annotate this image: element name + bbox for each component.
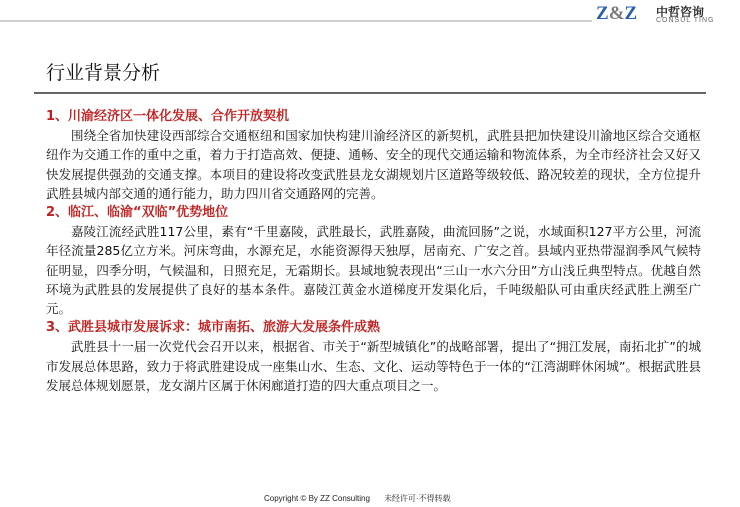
- logo-mark-right: Z: [624, 3, 638, 24]
- content-body: [46, 107, 701, 395]
- footer: [264, 493, 451, 504]
- section-2-heading: 2、临江、临渝“双临”优势地位: [46, 205, 229, 221]
- title-divider: [34, 92, 706, 94]
- header-bar: [0, 0, 740, 26]
- logo-mark-amp: &: [608, 3, 625, 24]
- footer-notice: 未经许可·不得转载: [383, 494, 451, 503]
- logo-chinese-name: 中哲咨询: [656, 5, 705, 19]
- company-logo: [596, 3, 736, 25]
- section-2-paragraph: 嘉陵江流经武胜117公里，素有“千里嘉陵，武胜最长，武胜嘉陵，曲流回肠”之说，水域面积127平方公里，河流年径流量285亿立方米。河床弯曲，水源充足，水能资源得天独厚，居南充、广安之首。县域内亚热带湿润季风气候特征明显，四季分明，气候温和，日照充足，无霜期长。县域地貌表现出“三山一水六分田”方山浅丘典型特点。优越自然环境为武胜县的发展提供了良好的基本条件。嘉陵江黄金水道梯度开发渠化后，千吨级船队可由重庆经武胜上溯至广元。: [46, 224, 701, 317]
- logo-english-name: CONSUL TING: [656, 17, 715, 24]
- logo-mark-left: Z: [596, 3, 609, 24]
- section-3-heading: 3、武胜县城市发展诉求：城市南拓、旅游大发展条件成熟: [46, 320, 381, 336]
- footer-copyright: Copyright © By ZZ Consulting: [264, 494, 370, 503]
- page-title: 行业背景分析: [46, 62, 161, 84]
- section-1-paragraph: 围绕全省加快建设西部综合交通枢纽和国家加快构建川渝经济区的新契机，武胜县把加快建设川渝地区综合交通枢纽作为交通工作的重中之重，着力于打造高效、便捷、通畅、安全的现代交通运输和物流体系，为全市经济社会又好又快发展提供强劲的交通支撑。本项目的建设将改变武胜县龙女湖规划片区道路等级较低、路况较差的现状，全方位提升武胜县城内部交通的通行能力，助力四川省交通路网的完善。: [46, 128, 701, 201]
- section-1-heading: 1、川渝经济区一体化发展、合作开放契机: [46, 109, 290, 124]
- section-3-paragraph: 武胜县十一届一次党代会召开以来，根据省、市关于“新型城镇化”的战略部署，提出了“拥江发展，南拓北扩”的城市发展总体思路，致力于将武胜建设成一座集山水、生态、文化、运动等特色于一体的“江湾湖畔休闲城”。根据武胜县发展总体规划愿景，龙女湖片区属于休闲廊道打造的四大重点项目之一。: [46, 339, 701, 393]
- logo-mark: [596, 3, 637, 25]
- header-divider: [0, 20, 592, 22]
